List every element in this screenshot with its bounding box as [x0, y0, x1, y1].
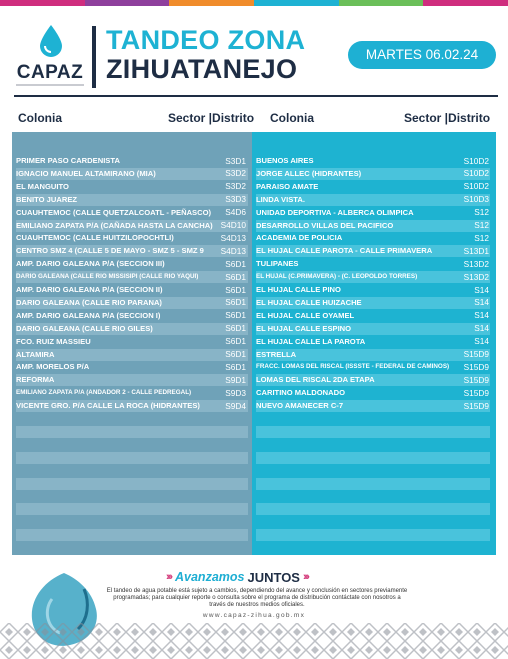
sector-code: S4D13: [220, 232, 246, 243]
colonia-name: NUEVO AMANECER C-7: [256, 401, 344, 411]
table-row: [16, 336, 249, 347]
sector-code: S3D2: [225, 168, 246, 179]
colonia-name: BUENOS AIRES: [256, 156, 314, 165]
colonia-name: PRIMER PASO CARDENISTA: [16, 156, 120, 165]
sector-code: S15D9: [463, 400, 489, 411]
sector-code: S9D4: [225, 400, 246, 411]
title-line-1: TANDEO ZONA: [106, 25, 306, 55]
note-line-2: programadas; para cualquier reporte o consulta sobre el programa de distribución contáctate con nosotros a: [113, 595, 401, 602]
top-color-segment: [339, 0, 424, 6]
table-row: [256, 155, 492, 166]
colonia-name: EL HUJAL CALLE PAROTA - CALLE PRIMAVERA: [256, 246, 433, 256]
sector-code: S10D2: [463, 168, 489, 179]
colonia-name: FRACC. LOMAS DEL RISCAL (ISSSTE - FEDERAL DE CAMINOS): [256, 363, 450, 371]
sector-code: S3D1: [225, 155, 246, 166]
colonia-name: UNIDAD DEPORTIVA - ALBERCA OLIMPICA: [256, 207, 414, 217]
footer: [0, 555, 508, 659]
colonia-name: CENTRO SMZ 4 (CALLE 5 DE MAYO - SMZ 5 - SMZ 9: [16, 246, 204, 256]
sector-code: S4D6: [225, 207, 246, 218]
row-stripe: [16, 503, 248, 515]
slogan-part-1: Avanzamos: [175, 570, 245, 584]
left-sector-header: Sector |Distrito: [168, 111, 255, 125]
sector-code: S14: [474, 323, 489, 334]
row-stripe: [256, 452, 490, 464]
colonia-name: VICENTE GRO. P/A CALLE LA ROCA (HIDRANTES): [16, 401, 200, 411]
left-colonia-header: Colonia: [18, 111, 62, 125]
water-drop-icon: [38, 24, 64, 58]
sector-code: S9D1: [225, 374, 246, 385]
note-line-1: El tandeo de agua potable está sujeto a cambios, dependiendo del avance y conclusión en sectores previamente: [106, 588, 408, 594]
table-row: [256, 181, 492, 192]
table-row: [256, 310, 492, 321]
sector-code: S6D1: [225, 336, 246, 347]
table-row: [16, 181, 249, 192]
table-row: [256, 336, 492, 347]
table-row: [16, 168, 249, 179]
table-row: [16, 284, 249, 295]
colonia-name: LOMAS DEL RISCAL 2DA ETAPA: [256, 375, 375, 385]
left-schedule-table: [12, 132, 252, 555]
slogan-left-arrows-icon: ›››: [166, 571, 171, 583]
colonia-name: EL HUJAL CALLE PINO: [256, 285, 341, 294]
sector-code: S6D1: [225, 349, 246, 359]
table-row: [16, 245, 249, 256]
colonia-name: IGNACIO MANUEL ALTAMIRANO (MIA): [16, 168, 156, 178]
colonia-name: ALTAMIRA: [16, 349, 55, 359]
table-row: [256, 400, 492, 411]
sector-code: S6D1: [225, 258, 246, 269]
capaz-logo: [14, 22, 86, 90]
sector-code: S6D1: [225, 284, 246, 295]
colonia-name: DARIO GALEANA (CALLE RIO GILES): [16, 323, 153, 333]
sector-code: S15D9: [463, 349, 489, 359]
table-row: [256, 284, 492, 295]
table-row: [256, 361, 492, 372]
colonia-name: ACADEMIA DE POLICIA: [256, 233, 343, 243]
top-color-segment: [423, 0, 508, 6]
colonia-name: EL HUJAL (C.PRIMAVERA) - (C. LEOPOLDO TORRES): [256, 273, 418, 281]
colonia-name: DESARROLLO VILLAS DEL PACIFICO: [256, 220, 394, 230]
sector-code: S14: [474, 310, 489, 321]
table-row: [256, 271, 492, 282]
colonia-name: CUAUHTEMOC (CALLE QUETZALCOATL - PEÑASCO): [16, 207, 212, 217]
slogan-part-2: JUNTOS: [247, 569, 300, 585]
table-row: [16, 374, 249, 385]
table-row: [16, 155, 249, 166]
colonia-name: PARAISO AMATE: [256, 181, 319, 191]
table-row: [16, 349, 249, 360]
website-link[interactable]: www.capaz-zihua.gob.mx: [202, 612, 306, 619]
sector-code: S13D2: [463, 271, 489, 282]
right-colonia-header: Colonia: [270, 111, 314, 125]
sector-code: S6D1: [225, 297, 246, 308]
table-row: [16, 232, 249, 243]
table-row: [256, 207, 492, 218]
colonia-name: EL MANGUITO: [16, 181, 69, 191]
date-badge: MARTES 06.02.24: [348, 41, 496, 69]
table-row: [256, 374, 492, 385]
table-row: [256, 245, 492, 256]
title-line-2: ZIHUATANEJO: [106, 54, 298, 84]
row-stripe: [256, 503, 490, 515]
sector-code: S10D3: [463, 194, 489, 205]
sector-code: S14: [474, 336, 489, 347]
note-line-3: través de nuestros medios oficiales.: [209, 602, 305, 609]
row-stripe: [256, 478, 490, 490]
colonia-name: AMP. MORELOS P/A: [16, 362, 90, 372]
table-row: [16, 387, 249, 398]
table-row: [16, 361, 249, 372]
table-row: [16, 220, 249, 231]
colonia-name: CARITINO MALDONADO: [256, 388, 346, 398]
sector-code: S3D2: [225, 181, 246, 192]
colonia-name: TULIPANES: [256, 259, 299, 269]
colonia-name: EL HUJAL CALLE ESPINO: [256, 323, 352, 333]
colonia-name: REFORMA: [16, 375, 55, 385]
table-row: [16, 258, 249, 269]
sector-code: S15D9: [463, 374, 489, 385]
sector-code: S14: [474, 284, 489, 295]
top-color-segment: [85, 0, 170, 6]
header-divider: [92, 26, 96, 88]
colonia-name: DARIO GALEANA (CALLE RIO MISSISIPI (CALLE RIO YAQUI): [16, 273, 199, 281]
slogan: [166, 569, 346, 585]
sector-code: S15D9: [463, 361, 489, 372]
table-row: [256, 297, 492, 308]
colonia-name: AMP. DARIO GALEANA P/A (SECCION I): [16, 310, 161, 320]
top-color-segment: [254, 0, 339, 6]
logo-underline: [16, 84, 84, 86]
sector-code: S6D1: [225, 271, 246, 282]
colonia-name: EL HUJAL CALLE OYAMEL: [256, 310, 355, 320]
table-row: [16, 310, 249, 321]
sector-code: S10D2: [463, 155, 489, 166]
row-stripe: [16, 529, 248, 541]
colonia-name: AMP. DARIO GALEANA P/A (SECCION III): [16, 259, 165, 269]
colonia-name: EMILIANO ZAPATA P/A (CAÑADA HASTA LA CANCHA): [16, 220, 213, 230]
table-row: [256, 387, 492, 398]
right-sector-header: Sector |Distrito: [404, 111, 491, 125]
sector-code: S12: [474, 220, 489, 230]
sector-code: S12: [474, 232, 489, 243]
logo-brand-text: CAPAZ: [16, 62, 84, 83]
colonia-name: FCO. RUIZ MASSIEU: [16, 336, 91, 346]
sector-code: S6D1: [225, 361, 246, 372]
sector-code: S13D2: [463, 258, 489, 269]
colonia-name: EL HUJAL CALLE HUIZACHE: [256, 297, 362, 307]
right-schedule-table: [252, 132, 496, 555]
sector-code: S3D3: [225, 194, 246, 205]
row-stripe: [256, 529, 490, 541]
table-row: [16, 271, 249, 282]
colonia-name: DARIO GALEANA (CALLE RIO PARANA): [16, 297, 162, 307]
row-stripe: [16, 426, 248, 438]
table-row: [256, 194, 492, 205]
table-row: [16, 194, 249, 205]
table-row: [16, 400, 249, 411]
colonia-name: BENITO JUAREZ: [16, 194, 78, 204]
page-title: [106, 26, 305, 84]
colonia-name: EMILIANO ZAPATA P/A (ANDADOR 2 - CALLE PEDREGAL): [16, 389, 192, 397]
row-stripe: [256, 426, 490, 438]
table-row: [16, 323, 249, 334]
table-row: [256, 220, 492, 231]
sector-code: S14: [474, 297, 489, 308]
table-row: [256, 232, 492, 243]
top-color-bar: [0, 0, 508, 6]
row-stripe: [16, 452, 248, 464]
sector-code: S4D10: [220, 220, 246, 230]
slogan-right-arrows-icon: ›››: [302, 571, 308, 583]
decorative-pattern: [0, 623, 508, 659]
sector-code: S9D3: [225, 387, 246, 398]
disclaimer-note: [92, 588, 422, 610]
colonia-name: EL HUJAL CALLE LA PAROTA: [256, 336, 366, 346]
colonia-name: JORGE ALLEC (HIDRANTES): [256, 168, 362, 178]
sector-code: S4D13: [220, 245, 246, 256]
colonia-name: AMP. DARIO GALEANA P/A (SECCION II): [16, 285, 163, 294]
top-color-segment: [0, 0, 85, 6]
table-row: [256, 323, 492, 334]
sector-code: S6D1: [225, 323, 246, 334]
top-color-segment: [169, 0, 254, 6]
table-row: [256, 349, 492, 360]
table-row: [256, 168, 492, 179]
colonia-name: CUAUHTEMOC (CALLE HUITZILOPOCHTLI): [16, 233, 174, 243]
row-stripe: [16, 478, 248, 490]
colonia-name: ESTRELLA: [256, 349, 297, 359]
sector-code: S13D1: [463, 245, 489, 256]
sector-code: S6D1: [225, 310, 246, 321]
header-rule: [14, 95, 498, 97]
colonia-name: LINDA VISTA.: [256, 194, 305, 204]
sector-code: S10D2: [463, 181, 489, 192]
table-row: [16, 297, 249, 308]
table-row: [256, 258, 492, 269]
table-row: [16, 207, 249, 218]
sector-code: S12: [474, 207, 489, 218]
sector-code: S15D9: [463, 387, 489, 398]
